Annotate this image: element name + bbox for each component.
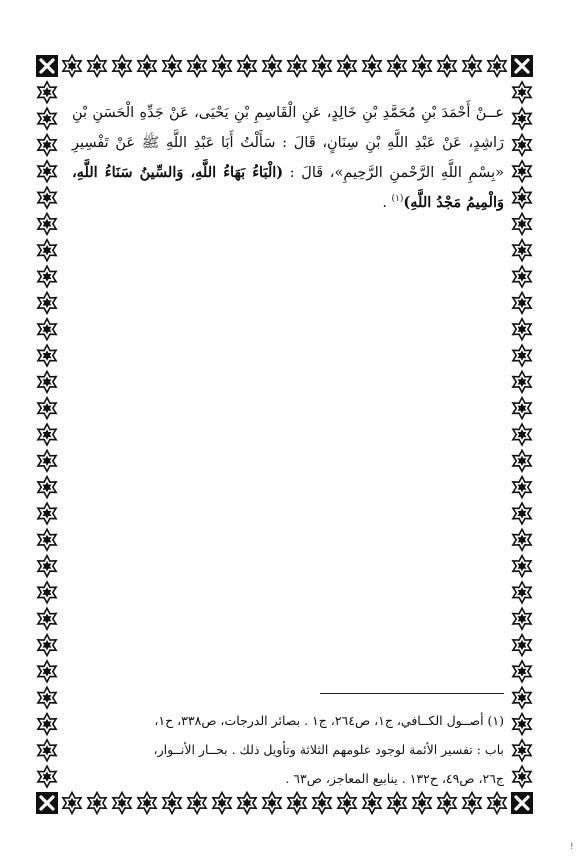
star-ornament-icon [88,56,106,77]
star-ornament-icon [513,371,531,392]
star-ornament-icon [313,793,331,814]
star-ornament-icon [38,371,56,392]
star-ornament-icon [513,187,531,208]
star-ornament-icon [488,793,506,814]
star-ornament-icon [63,793,81,814]
star-ornament-icon [238,793,256,814]
star-ornament-icon [88,793,106,814]
corner-ornament-icon [36,792,58,814]
star-ornament-icon [38,108,56,129]
star-ornament-icon [38,714,56,735]
star-ornament-icon [438,793,456,814]
star-ornament-icon [113,56,131,77]
main-text-end: . [382,195,392,211]
star-ornament-icon [163,56,181,77]
star-ornament-icon [513,635,531,656]
star-ornament-icon [513,266,531,287]
star-ornament-icon [513,661,531,682]
star-ornament-icon [213,793,231,814]
star-ornament-icon [213,56,231,77]
star-ornament-icon [38,398,56,419]
star-ornament-icon [113,793,131,814]
star-ornament-icon [38,529,56,550]
star-ornament-icon [513,740,531,761]
star-ornament-icon [363,56,381,77]
main-text [72,98,504,218]
star-ornament-icon [138,793,156,814]
star-ornament-icon [238,56,256,77]
footnote-divider [320,693,504,694]
star-ornament-icon [513,108,531,129]
star-ornament-icon [388,56,406,77]
star-ornament-icon [513,608,531,629]
star-ornament-icon [38,477,56,498]
corner-ornament-icon [511,55,533,77]
star-ornament-icon [513,345,531,366]
star-ornament-icon [438,56,456,77]
star-ornament-icon [38,161,56,182]
star-ornament-icon [513,424,531,445]
star-ornament-icon [513,161,531,182]
star-ornament-icon [38,187,56,208]
footnote-reference: (١) [391,194,404,205]
star-ornament-icon [513,240,531,261]
star-ornament-icon [463,793,481,814]
star-ornament-icon [388,793,406,814]
star-ornament-icon [288,793,306,814]
corner-ornament-icon [511,792,533,814]
star-ornament-icon [513,766,531,787]
star-ornament-icon [488,56,506,77]
star-ornament-icon [38,608,56,629]
page-mark: ! [570,842,574,852]
star-ornament-icon [188,793,206,814]
star-ornament-icon [513,714,531,735]
star-ornament-icon [363,793,381,814]
star-ornament-icon [338,793,356,814]
main-text-bold-quote: (الْبَاءُ بَهَاءُ اللَّهِ، وَالسِّينُ سَنَاءُ اللَّهِ، وَالْمِيمُ مَجْدُ اللَّهِ) [72,164,504,211]
star-ornament-icon [513,582,531,603]
star-ornament-icon [513,213,531,234]
footnote-line: باب : تفسير الأئمة لوجود علومهم الثلاثة وتأويل ذلك . بحــار الأنــوار، [153,742,504,757]
star-ornament-icon [513,477,531,498]
star-ornament-icon [38,82,56,103]
star-ornament-icon [288,56,306,77]
star-ornament-icon [413,56,431,77]
star-ornament-icon [513,503,531,524]
star-ornament-icon [513,319,531,340]
star-ornament-icon [513,529,531,550]
star-ornament-icon [138,56,156,77]
star-ornament-icon [38,582,56,603]
star-ornament-icon [38,661,56,682]
star-ornament-icon [313,56,331,77]
footnote-line: (١) أصــول الكــافي، ج١، ص٢٦٤، ج١ . بصائر الدرجات، ص٣٣٨، ح١، [154,713,504,728]
star-ornament-icon [263,793,281,814]
star-ornament-icon [38,740,56,761]
star-ornament-icon [513,292,531,313]
star-ornament-icon [38,345,56,366]
star-ornament-icon [338,56,356,77]
star-ornament-icon [38,424,56,445]
star-ornament-icon [513,556,531,577]
star-ornament-icon [38,687,56,708]
star-ornament-icon [38,450,56,471]
star-ornament-icon [513,82,531,103]
footnotes [72,706,504,793]
main-text-intro: عــنْ أَحْمَدَ بْنِ مُحَمَّدِ بْنِ خَالِدٍ، عَنِ الْقَاسِمِ بْنِ يَحْيَى، عَنْ جَدِّهِ الْحَسَنِ بْنِ رَاشِدٍ، عَنْ عَبْدِ اللَّهِ بْنِ سِنَانٍ، قَالَ : سَأَلْتُ أَبَا عَبْدِ اللَّهِ ﷺ عَنْ تَفْسِيرِ «بِسْمِ اللَّهِ الرَّحْمنِ الرَّحِيمِ»، قَالَ : [72,105,504,181]
star-ornament-icon [38,556,56,577]
star-ornament-icon [463,56,481,77]
star-ornament-icon [513,687,531,708]
star-ornament-icon [38,319,56,340]
star-ornament-icon [263,56,281,77]
star-ornament-icon [513,134,531,155]
star-ornament-icon [38,213,56,234]
star-ornament-icon [38,292,56,313]
footnote-line: ج٢٦، ص٤٩، ح١٣٢ . ينابيع المعاجز، ص٦٣ . [285,771,504,786]
star-ornament-icon [63,56,81,77]
star-ornament-icon [38,766,56,787]
star-ornament-icon [188,56,206,77]
star-ornament-icon [413,793,431,814]
star-ornament-icon [163,793,181,814]
star-ornament-icon [38,266,56,287]
corner-ornament-icon [36,55,58,77]
star-ornament-icon [38,635,56,656]
star-ornament-icon [38,134,56,155]
star-ornament-icon [513,398,531,419]
star-ornament-icon [38,503,56,524]
star-ornament-icon [38,240,56,261]
star-ornament-icon [513,450,531,471]
